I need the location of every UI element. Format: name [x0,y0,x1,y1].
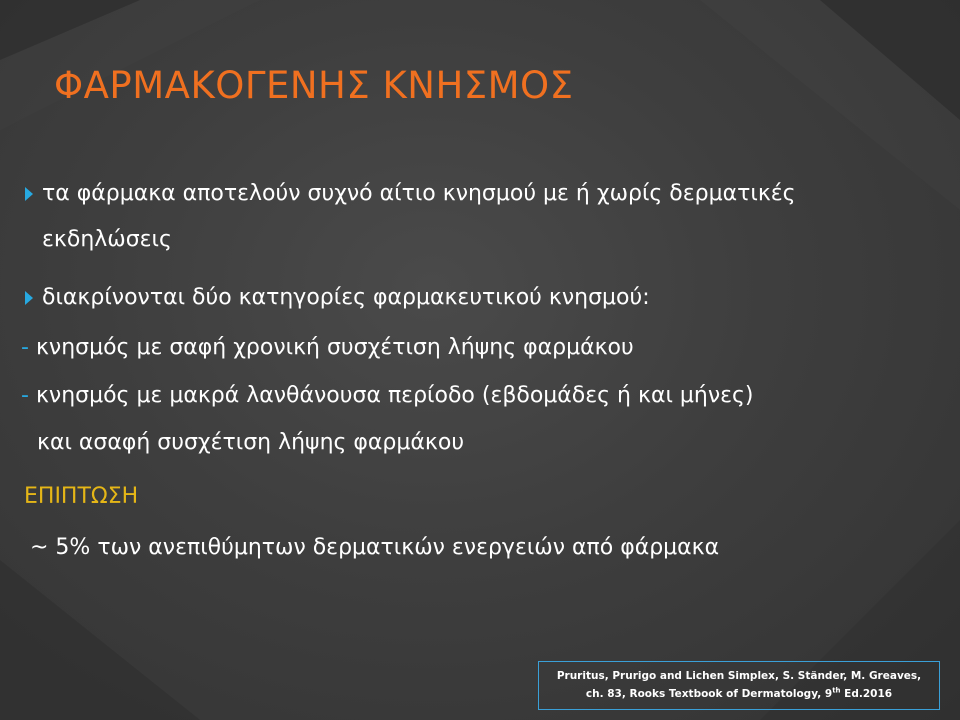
incidence-text: ~ 5% των ανεπιθύμητων δερματικών ενεργειών από φάρμακα [30,535,720,560]
dash-item-text: κνησμός με μακρά λανθάνουσα περίοδο (εβδομάδες ή και μήνες) [35,383,754,408]
incidence-heading: ΕΠΙΠΤΩΣΗ [24,484,139,509]
reference-line-2-year: Ed.2016 [840,688,893,700]
reference-line-2-text: ch. 83, Rooks Textbook of Dermatology, 9 [585,688,833,700]
reference-edition-superscript: th [832,686,841,695]
reference-line-1: Pruritus, Prurigo and Lichen Simplex, S. Ständer, M. Greaves, [556,670,922,682]
reference-line-2 [539,685,939,703]
dash-marker: - [21,335,36,360]
dash-item-text: κνησμός με σαφή χρονική συσχέτιση λήψης φαρμάκου [35,335,634,360]
bullet-text: διακρίνονται δύο κατηγορίες φαρμακευτικού κνησμού: [42,285,650,310]
bullet-arrow-icon [25,291,33,305]
dash-marker: - [21,383,36,408]
dash-list-item [21,383,754,408]
dash-item-text-continuation: και ασαφή συσχέτιση λήψης φαρμάκου [37,430,465,455]
bullet-arrow-icon [25,187,33,201]
bullet-text: τα φάρμακα αποτελούν συχνό αίτιο κνησμού με ή χωρίς δερματικές [42,181,796,206]
slide-title: ΦΑΡΜΑΚΟΓΕΝΗΣ ΚΝΗΣΜΟΣ [54,64,574,107]
bullet-text-continuation: εκδηλώσεις [42,227,172,252]
reference-citation-box [538,661,940,710]
dash-list-item [21,335,634,360]
